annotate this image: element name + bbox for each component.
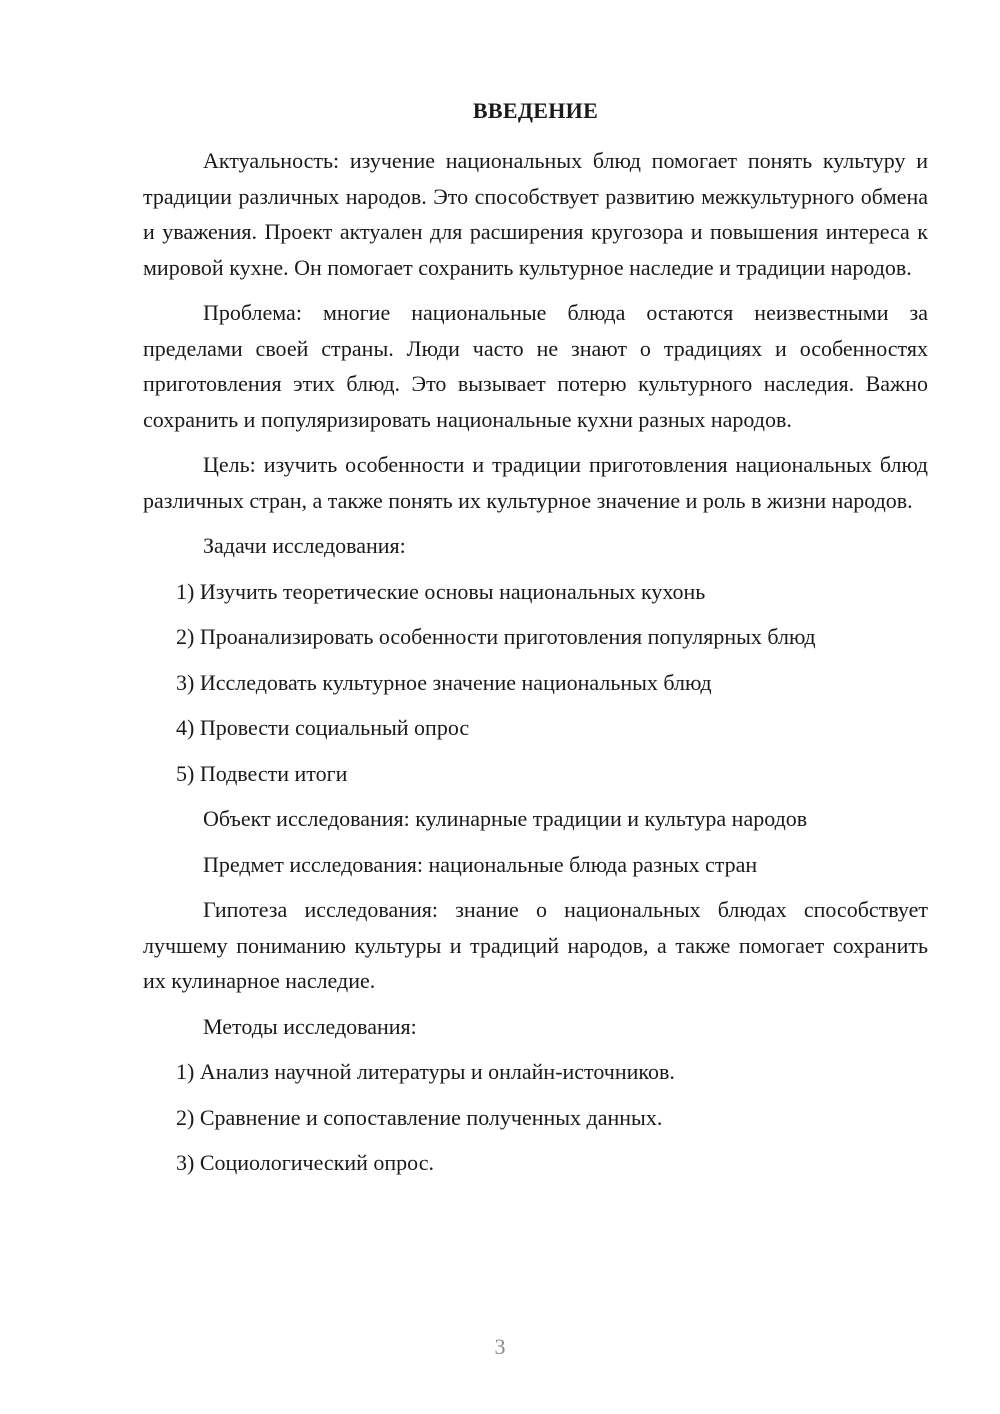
task-item-5: 5) Подвести итоги bbox=[176, 760, 348, 786]
task-item-2: 2) Проанализировать особенности приготовления популярных блюд bbox=[176, 624, 816, 649]
method-item-3: 3) Социологический опрос. bbox=[176, 1150, 434, 1175]
method-item-2: 2) Сравнение и сопоставление полученных данных. bbox=[176, 1104, 663, 1130]
section-title: ВВЕДЕНИЕ bbox=[472, 98, 599, 123]
problem-paragraph: Проблема: многие национальные блюда остаются неизвестными за пределами своей страны. Люди часто не знают о традициях и особенностях приготовления этих блюд. Это вызывает потерю культурного наследия. Важно сохранить и популяризировать национальные кухни разных народов. bbox=[143, 300, 928, 432]
page-number: 3 bbox=[494, 1334, 506, 1359]
task-item-1: 1) Изучить теоретические основы национальных кухонь bbox=[176, 578, 706, 604]
goal-paragraph: Цель: изучить особенности и традиции приготовления национальных блюд различных стран, а также понять их культурное значение и роль в жизни народов. bbox=[143, 452, 928, 513]
method-item-1: 1) Анализ научной литературы и онлайн-источников. bbox=[176, 1059, 675, 1084]
methods-heading: Методы исследования: bbox=[203, 1013, 417, 1039]
subject-line: Предмет исследования: национальные блюда разных стран bbox=[203, 851, 758, 877]
hypothesis-paragraph: Гипотеза исследования: знание о национальных блюдах способствует лучшему пониманию культуры и традиций народов, а также помогает сохранить их кулинарное наследие. bbox=[143, 897, 928, 993]
task-item-3: 3) Исследовать культурное значение национальных блюд bbox=[176, 669, 712, 695]
relevance-paragraph: Актуальность: изучение национальных блюд помогает понять культуру и традиции различных народов. Это способствует развитию межкультурного обмена и уважения. Проект актуален для расширения кругозора и повышения интереса к мировой кухне. Он помогает сохранить культурное наследие и традиции народов. bbox=[143, 148, 928, 280]
object-line: Объект исследования: кулинарные традиции и культура народов bbox=[203, 806, 808, 831]
tasks-heading: Задачи исследования: bbox=[203, 533, 406, 558]
task-item-4: 4) Провести социальный опрос bbox=[176, 715, 470, 740]
document-page bbox=[143, 98, 928, 1191]
